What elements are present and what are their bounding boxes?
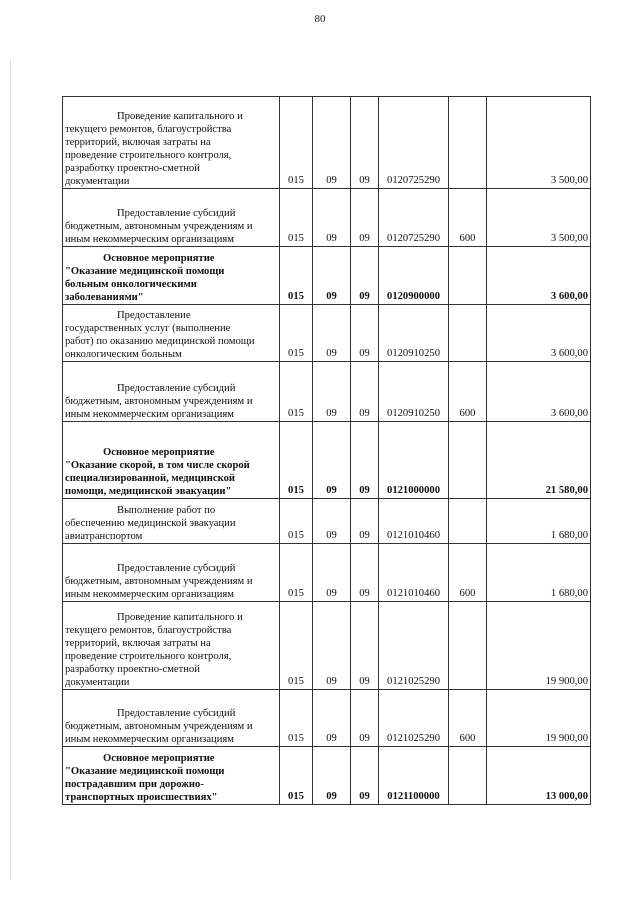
rz-cell: 09 <box>313 422 351 499</box>
row-name-cell: Предоставление субсидий бюджетным, автономным учреждениям и иным некоммерческим организациям <box>63 544 280 602</box>
table-row <box>63 747 591 805</box>
vr-cell <box>449 499 487 544</box>
pr-cell: 09 <box>351 422 379 499</box>
table-row <box>63 422 591 499</box>
sum-cell: 1 680,00 <box>487 499 591 544</box>
gl-cell: 015 <box>280 544 313 602</box>
table-row <box>63 499 591 544</box>
rz-cell: 09 <box>313 602 351 690</box>
table-row <box>63 189 591 247</box>
pr-cell: 09 <box>351 247 379 305</box>
csr-cell: 0120910250 <box>379 362 449 422</box>
vr-cell <box>449 247 487 305</box>
sum-cell: 3 600,00 <box>487 305 591 362</box>
gl-cell: 015 <box>280 305 313 362</box>
row-name-cell: Проведение капитального и текущего ремонтов, благоустройства территорий, включая затраты на проведение строительного контроля, разработку проектно-сметной документации <box>63 602 280 690</box>
csr-cell: 0121025290 <box>379 602 449 690</box>
gl-cell: 015 <box>280 97 313 189</box>
table-row <box>63 305 591 362</box>
vr-cell: 600 <box>449 690 487 747</box>
rz-cell: 09 <box>313 544 351 602</box>
sum-cell: 3 600,00 <box>487 247 591 305</box>
gl-cell: 015 <box>280 690 313 747</box>
pr-cell: 09 <box>351 189 379 247</box>
table-row <box>63 544 591 602</box>
gl-cell: 015 <box>280 602 313 690</box>
rz-cell: 09 <box>313 499 351 544</box>
csr-cell: 0121000000 <box>379 422 449 499</box>
sum-cell: 3 600,00 <box>487 362 591 422</box>
rz-cell: 09 <box>313 747 351 805</box>
gl-cell: 015 <box>280 747 313 805</box>
pr-cell: 09 <box>351 690 379 747</box>
margin-binding-marks <box>10 60 12 880</box>
csr-cell: 0120910250 <box>379 305 449 362</box>
row-name-cell: Предоставление субсидий бюджетным, автономным учреждениям и иным некоммерческим организациям <box>63 189 280 247</box>
rz-cell: 09 <box>313 247 351 305</box>
pr-cell: 09 <box>351 305 379 362</box>
page-number: 80 <box>314 13 326 25</box>
pr-cell: 09 <box>351 97 379 189</box>
gl-cell: 015 <box>280 499 313 544</box>
vr-cell <box>449 602 487 690</box>
table-row <box>63 362 591 422</box>
sum-cell: 3 500,00 <box>487 189 591 247</box>
rz-cell: 09 <box>313 97 351 189</box>
pr-cell: 09 <box>351 747 379 805</box>
gl-cell: 015 <box>280 422 313 499</box>
row-name-cell: Предоставление субсидий бюджетным, автономным учреждениям и иным некоммерческим организациям <box>63 690 280 747</box>
gl-cell: 015 <box>280 362 313 422</box>
row-name-cell: Основное мероприятие "Оказание медицинской помощи больным онкологическими заболеваниями" <box>63 247 280 305</box>
row-name-cell: Проведение капитального и текущего ремонтов, благоустройства территорий, включая затраты на проведение строительного контроля, разработку проектно-сметной документации <box>63 97 280 189</box>
row-name-cell: Основное мероприятие "Оказание медицинской помощи пострадавшим при дорожно- транспортных происшествиях" <box>63 747 280 805</box>
rz-cell: 09 <box>313 362 351 422</box>
vr-cell <box>449 422 487 499</box>
vr-cell: 600 <box>449 544 487 602</box>
table-row <box>63 602 591 690</box>
vr-cell: 600 <box>449 189 487 247</box>
rz-cell: 09 <box>313 690 351 747</box>
budget-table <box>62 96 591 805</box>
sum-cell: 19 900,00 <box>487 690 591 747</box>
rz-cell: 09 <box>313 189 351 247</box>
csr-cell: 0121010460 <box>379 499 449 544</box>
row-name-cell: Основное мероприятие "Оказание скорой, в том числе скорой специализированной, медицинской помощи, медицинской эвакуации" <box>63 422 280 499</box>
rz-cell: 09 <box>313 305 351 362</box>
vr-cell <box>449 747 487 805</box>
sum-cell: 19 900,00 <box>487 602 591 690</box>
vr-cell <box>449 305 487 362</box>
gl-cell: 015 <box>280 247 313 305</box>
vr-cell <box>449 97 487 189</box>
pr-cell: 09 <box>351 544 379 602</box>
row-name-cell: Предоставление субсидий бюджетным, автономным учреждениям и иным некоммерческим организациям <box>63 362 280 422</box>
csr-cell: 0121100000 <box>379 747 449 805</box>
csr-cell: 0121010460 <box>379 544 449 602</box>
csr-cell: 0121025290 <box>379 690 449 747</box>
csr-cell: 0120900000 <box>379 247 449 305</box>
table-row <box>63 247 591 305</box>
budget-table-body <box>63 97 591 805</box>
row-name-cell: Предоставление государственных услуг (выполнение работ) по оказанию медицинской помощи онкологическим больным <box>63 305 280 362</box>
table-row <box>63 690 591 747</box>
csr-cell: 0120725290 <box>379 189 449 247</box>
pr-cell: 09 <box>351 499 379 544</box>
csr-cell: 0120725290 <box>379 97 449 189</box>
pr-cell: 09 <box>351 602 379 690</box>
pr-cell: 09 <box>351 362 379 422</box>
vr-cell: 600 <box>449 362 487 422</box>
sum-cell: 3 500,00 <box>487 97 591 189</box>
sum-cell: 13 000,00 <box>487 747 591 805</box>
gl-cell: 015 <box>280 189 313 247</box>
row-name-cell: Выполнение работ по обеспечению медицинской эвакуации авиатранспортом <box>63 499 280 544</box>
table-row <box>63 97 591 189</box>
sum-cell: 1 680,00 <box>487 544 591 602</box>
sum-cell: 21 580,00 <box>487 422 591 499</box>
